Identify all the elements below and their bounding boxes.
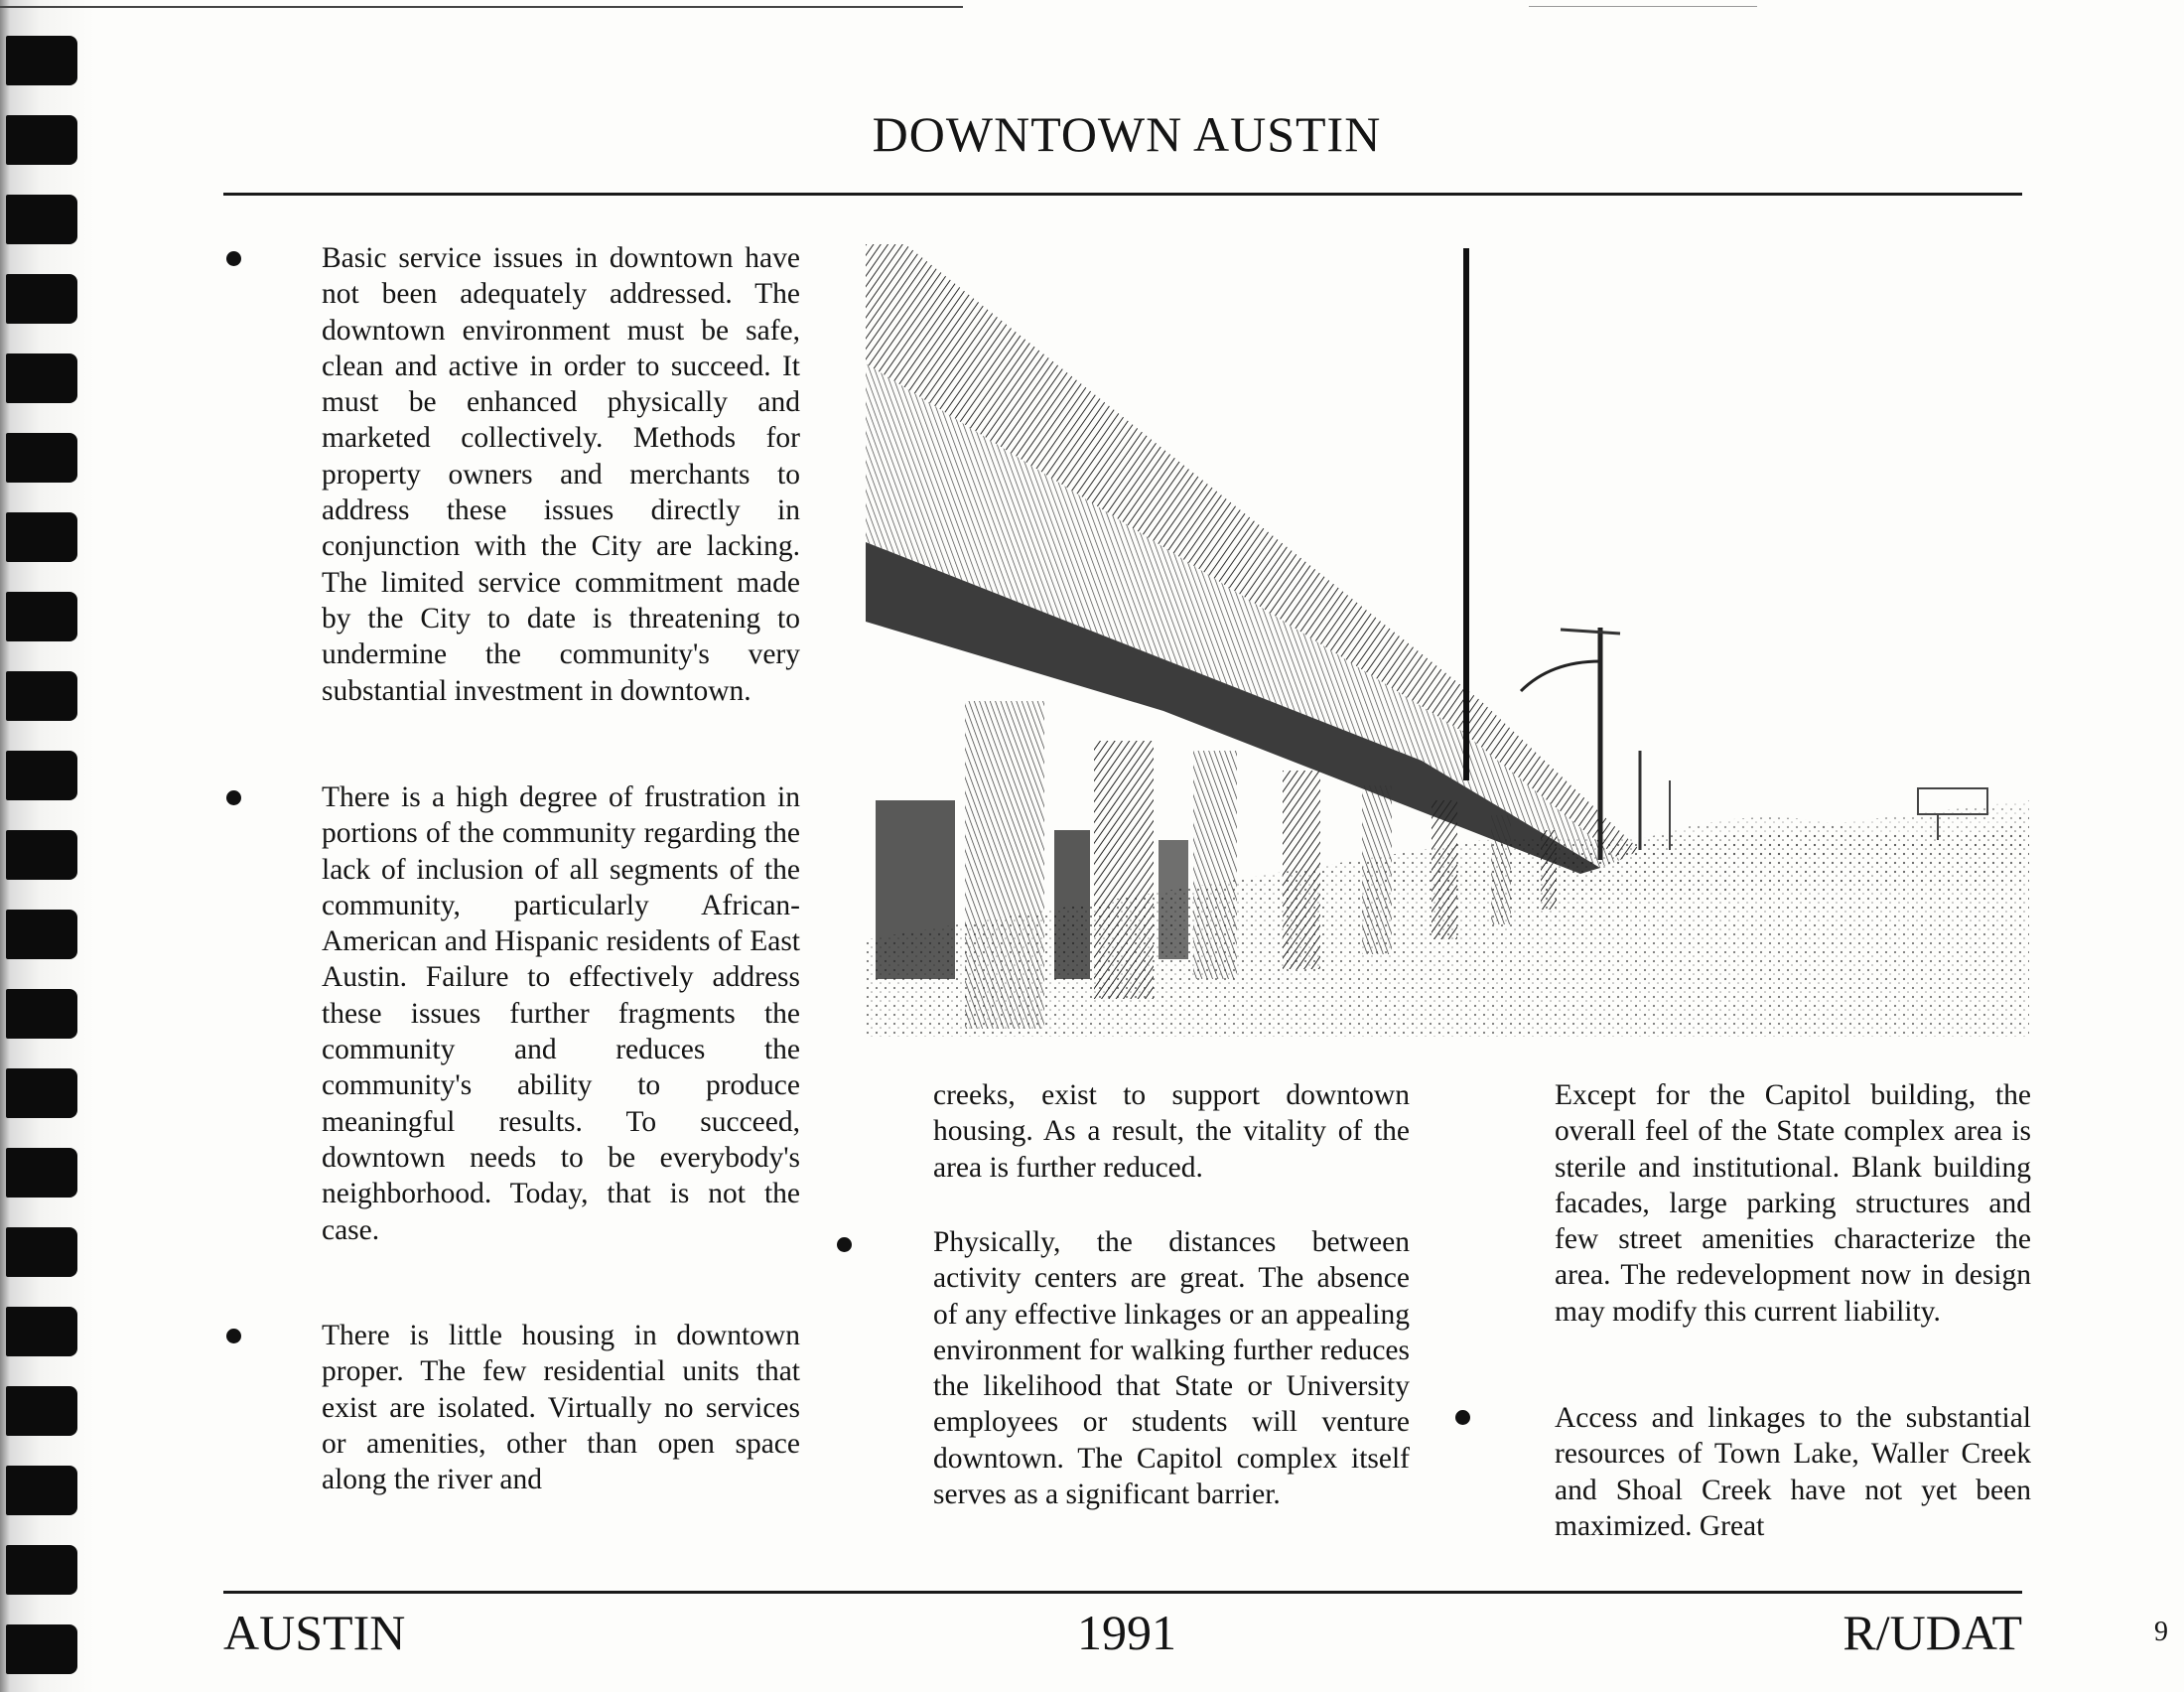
binding-ring xyxy=(6,1386,77,1436)
footer-program: R/UDAT xyxy=(1843,1605,2022,1660)
highway-overpass-illustration xyxy=(866,244,2029,1037)
paragraph-access-linkages: Access and linkages to the substantial resources of Town Lake, Waller Creek and Shoal Creek have not yet been maximized. Great xyxy=(1555,1402,2031,1542)
binding-ring xyxy=(6,1466,77,1515)
footer-city: AUSTIN xyxy=(223,1605,406,1660)
paragraph-distances: Physically, the distances between activity centers are great. The absence of any effective linkages or an appealing environment for walking further reduces the likelihood that State or University employees or students will venture downtown. The Capitol complex itself serves as a significant barrier. xyxy=(933,1226,1410,1511)
paragraph-housing: There is little housing in downtown proper. The few residential units that exist are isolated. Virtually no services or amenities, other than open space along the river and xyxy=(322,1320,800,1496)
binding-ring xyxy=(6,1545,77,1595)
binding-ring xyxy=(6,274,77,324)
binding-ring xyxy=(6,830,77,880)
page-number: 9 xyxy=(2154,1617,2168,1647)
paragraph-frustration: There is a high degree of frustration in portions of the community regarding the lack of inclusion of all segments of the community, particularly African-American and Hispanic residents of East Austin. Failure to effectively address these issues further fragments the community and reduces the community's ability to produce meaningful results. To succeed, downtown needs to be everybody's neighborhood. Today, that is not the case. xyxy=(322,781,800,1246)
bullet xyxy=(226,251,241,266)
bullet xyxy=(837,1237,852,1252)
footer-year: 1991 xyxy=(1077,1605,1176,1660)
binding-ring xyxy=(6,1307,77,1356)
binding-ring xyxy=(6,36,77,85)
binding-ring xyxy=(6,195,77,244)
binding-ring xyxy=(6,910,77,959)
bullet xyxy=(1455,1410,1470,1425)
spiral-binding xyxy=(0,0,94,1692)
binding-ring xyxy=(6,1227,77,1277)
header-rule xyxy=(223,193,2022,196)
page-title: DOWNTOWN AUSTIN xyxy=(872,106,1382,162)
binding-ring xyxy=(6,353,77,403)
paragraph-housing-continued: creeks, exist to support downtown housing. As a result, the vitality of the area is further reduced. xyxy=(933,1079,1410,1184)
binding-ring xyxy=(6,592,77,641)
scan-edge-line xyxy=(0,6,963,8)
bullet xyxy=(226,790,241,805)
paragraph-state-complex: Except for the Capitol building, the overall feel of the State complex area is sterile and institutional. Blank building facades, large parking structures and few street amenities characterize the area. The redevelopment now in design may modify this current liability. xyxy=(1555,1079,2031,1328)
paragraph-basic-services: Basic service issues in downtown have not been adequately addressed. The downtown environment must be safe, clean and active in order to succeed. It must be enhanced physically and marketed collectively. Methods for property owners and merchants to address these issues directly in conjunction with the City are lacking. The limited service commitment made by the City to date is threatening to undermine the community's very substantial investment in downtown. xyxy=(322,242,800,707)
binding-ring xyxy=(6,1068,77,1118)
binding-ring xyxy=(6,1148,77,1198)
binding-ring xyxy=(6,989,77,1039)
binding-ring xyxy=(6,512,77,562)
binding-ring xyxy=(6,751,77,800)
bullet xyxy=(226,1329,241,1343)
footer-rule xyxy=(223,1591,2022,1594)
scan-edge-line xyxy=(1529,6,1757,7)
binding-ring xyxy=(6,671,77,721)
binding-ring xyxy=(6,433,77,483)
